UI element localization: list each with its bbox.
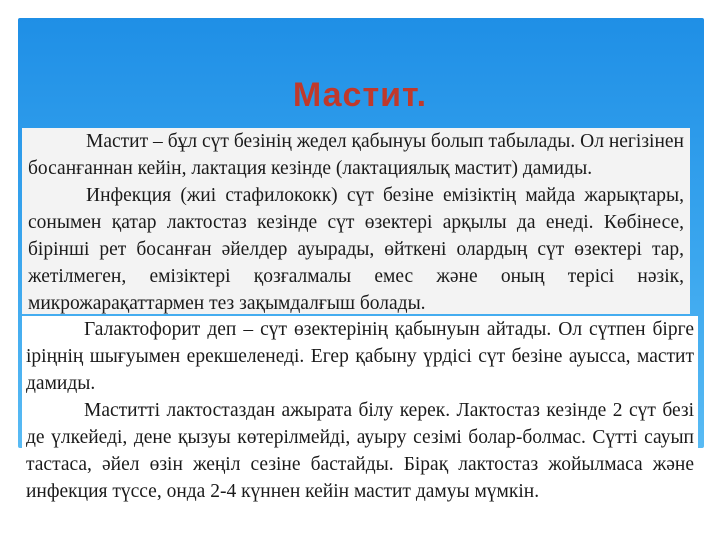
slide-title: Мастит. [292,76,428,114]
paragraph-mastitis-definition: Мастит – бұл сүт безінің жедел қабынуы болып табылады. Ол негізінен босанғаннан кейін, лактация кезінде (лактациялық мастит) дамиды. [28,131,684,179]
paragraph-galactophoritis: Галактофорит деп – сүт өзектерінің қабынуын айтады. Ол сүтпен бірге іріңнің шығуымен ерекшеленеді. Егер қабыну үрдісі сүт безіне ауысса, мастит дамиды. [26,319,694,394]
text-block-definition [22,128,690,314]
text-block-galactophoritis [22,316,698,512]
paragraph-lactostasis: Маститті лактостаздан ажырата білу керек. Лактостаз кезінде 2 сүт безі де үлкейеді, дене қызуы көтерілмейді, ауыру сезімі болар-болмас. Сүтті сауып тастаса, әйел өзін жеңіл сезіне бастайды. Бірақ лактостаз жойылмаса және инфекция түссе, онда 2-4 күннен кейін мастит дамуы мүмкін. [26,400,694,502]
paragraph-infection: Инфекция (жиі стафилококк) сүт безіне емізіктің майда жарықтары, сонымен қатар лактостаз кезінде сүт өзектері арқылы да енеді. Көбінесе, бірінші рет босанған әйелдер ауырады, өйткені олардың сүт өзектері тар, жетілмеген, емізіктері қозғалмалы емес және оның терісі нәзік, микрожарақаттармен тез зақымдалғыш болады. [28,185,684,314]
